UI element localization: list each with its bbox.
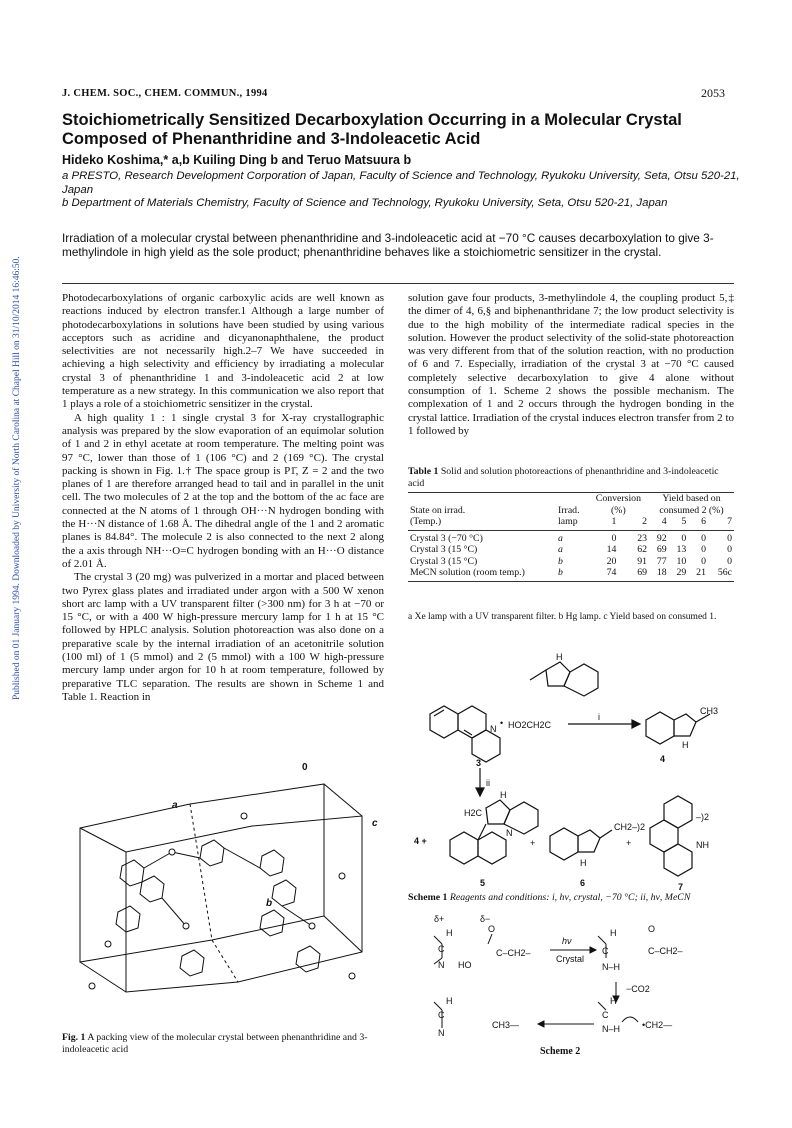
cell-v2: 69 bbox=[637, 567, 647, 578]
scheme2-label-h2: H bbox=[610, 928, 617, 938]
scheme2-label-c1: C bbox=[438, 944, 445, 954]
atom-circles bbox=[89, 813, 355, 989]
col-head-1: 1 bbox=[611, 516, 617, 527]
cell-v6: 0 bbox=[701, 544, 706, 555]
body-column-right bbox=[408, 292, 734, 438]
col-head-pct: (%) bbox=[611, 504, 626, 516]
scheme1-label-nh-top: H bbox=[556, 652, 563, 662]
cell-v2: 62 bbox=[637, 544, 647, 555]
cell-v4: 77 bbox=[656, 555, 667, 567]
scheme-1-caption-text: Reagents and conditions: i, hν, crystal, −70 °C; ii, hν, MeCN bbox=[449, 892, 691, 903]
scheme2-label-c4: C bbox=[602, 1010, 609, 1020]
scheme1-label-step-i: i bbox=[598, 712, 600, 722]
figure-1-caption bbox=[62, 1032, 387, 1055]
cell-v6: 0 bbox=[701, 555, 706, 567]
unit-cell-front bbox=[80, 784, 324, 962]
cell-v5: 10 bbox=[676, 555, 687, 567]
scheme2-label-h3: H bbox=[446, 996, 453, 1006]
scheme2-label-ch2r: C–CH2– bbox=[496, 948, 531, 958]
scheme1-label-ho2ch2c: HO2CH2C bbox=[508, 720, 552, 730]
cell-v5: 13 bbox=[676, 544, 687, 555]
page-number: 2053 bbox=[701, 86, 725, 100]
scheme2-label-n3: N bbox=[438, 1028, 445, 1038]
axis-label-origin: 0 bbox=[302, 762, 308, 773]
scheme1-label-nh7: NH bbox=[696, 840, 709, 850]
scheme-1-caption bbox=[408, 892, 738, 903]
cell-v6: 0 bbox=[701, 532, 706, 544]
cell-v1: 20 bbox=[606, 555, 617, 567]
scheme-1-caption-label: Scheme 1 bbox=[408, 892, 448, 903]
table-rule-bottom bbox=[408, 581, 734, 582]
scheme1-label-7: 7 bbox=[678, 882, 684, 892]
col-head-4: 4 bbox=[661, 516, 667, 527]
col-head-state: State on irrad. bbox=[410, 504, 466, 516]
scheme2-label-delta-plus: δ+ bbox=[434, 914, 445, 924]
axis-label-b: b bbox=[266, 898, 273, 909]
author-list: Hideko Koshima,* a,b Kuiling Ding b and Teruo Matsuura b bbox=[62, 153, 412, 167]
scheme2-label-co2: −CO2 bbox=[626, 984, 650, 994]
cell-lamp: a bbox=[558, 532, 563, 544]
table-caption bbox=[408, 466, 734, 490]
cell-lamp: a bbox=[558, 544, 563, 555]
table-footnotes: a Xe lamp with a UV transparent filter. b Hg lamp. c Yield based on consumed 1. bbox=[408, 612, 717, 622]
scheme2-label-ch2: •CH2— bbox=[642, 1020, 673, 1030]
scheme1-label-n: N bbox=[490, 724, 497, 734]
scheme1-label-n5: N bbox=[506, 828, 513, 838]
scheme1-label-4: 4 bbox=[660, 754, 666, 764]
cell-v7: 0 bbox=[727, 532, 732, 544]
paragraph-method: The crystal 3 (20 mg) was pulverized in a mortar and placed between two Pyrex glass plates and irradiated under argon with a 500 W xenon short arc lamp with a UV transparent filter (>300 nm) for 3 h at −70 or 15 °C, or with a 400 W high-pressure mercury lamp for 1 h at 15 °C followed by HPLC analysis. Solution photoreaction was also done on a preparative scale by the internal irradiation of an acetonitrile solution (100 ml) of 1 (5 mmol) and 2 (5 mmol) with a 100 W high-pressure mercury lamp under argon for 10 h at room temperature, followed by preparative TLC separation. The results are shown in Scheme 1 and Table 1. Reaction in bbox=[62, 571, 384, 703]
scheme1-label-3: 3 bbox=[476, 758, 482, 768]
cell-v1: 0 bbox=[611, 532, 617, 544]
cell-v5: 0 bbox=[681, 532, 687, 544]
col-head-irrad: Irrad. bbox=[558, 504, 580, 516]
cell-lamp: b bbox=[558, 555, 563, 567]
scheme1-label-plus-2: + bbox=[626, 838, 632, 848]
col-head-temp: (Temp.) bbox=[410, 516, 442, 527]
affiliation-b: b Department of Materials Chemistry, Faculty of Science and Technology, Ryukoku University, Seta, Otsu 520-21, Japan bbox=[62, 197, 668, 209]
cell-v7: 0 bbox=[727, 544, 732, 555]
download-stamp bbox=[0, 20, 22, 1020]
table-caption-text: Solid and solution photoreactions of phenanthridine and 3-indoleacetic acid bbox=[408, 466, 719, 489]
biphenanthridane-structure bbox=[650, 796, 692, 876]
results-table-grid bbox=[408, 493, 734, 579]
packed-molecules bbox=[116, 840, 320, 976]
download-stamp-text: Published on 01 January 1994. Downloaded by University of North Carolina at Chapel Hill on 31/10/2014 16:46:50. bbox=[12, 256, 22, 700]
scheme2-label-c3: C bbox=[438, 1010, 445, 1020]
cell-v4: 18 bbox=[656, 567, 667, 578]
scheme2-label-c2: C bbox=[602, 946, 609, 956]
figure-1-crystal-packing bbox=[62, 756, 387, 1026]
scheme1-label-plus-1: + bbox=[530, 838, 536, 848]
col-head-6: 6 bbox=[701, 516, 706, 527]
cell-lamp: b bbox=[558, 567, 563, 578]
cell-v5: 29 bbox=[676, 567, 687, 578]
scheme1-label-dots: • bbox=[500, 718, 504, 728]
scheme2-label-ho: HO bbox=[458, 960, 472, 970]
scheme2-label-nh: N–H bbox=[602, 962, 621, 972]
scheme1-label-h4: H bbox=[682, 740, 689, 750]
unit-cell-back bbox=[126, 816, 362, 992]
table-row bbox=[408, 533, 734, 545]
body-column-left bbox=[62, 292, 384, 704]
scheme2-label-ch3: CH3— bbox=[492, 1020, 520, 1030]
scheme-2-caption: Scheme 2 bbox=[540, 1046, 581, 1057]
scheme1-label-ch3: CH3 bbox=[700, 706, 719, 716]
cell-state: Crystal 3 (15 °C) bbox=[410, 555, 478, 567]
cell-v6: 21 bbox=[696, 567, 706, 578]
cell-v1: 74 bbox=[606, 567, 617, 578]
paragraph-results: solution gave four products, 3-methylindole 4, the coupling product 5,‡ the dimer of 4, 6,§ and biphenanthridane 7; the low product selectivity is due to the high mobility of the intermediate radical species in the solution. However the product selectivity of the solid-state photoreaction was very different from that of the solution reaction, with no production of 6 and 7. Especially, irradiation of the crystal 3 at −70 °C caused completely selective decarboxylation to give 4 alone without consumption of 1. Scheme 2 shows the possible mechanism. The complexation of 1 and 2 occurs through the hydrogen bonding in the crystal lattice. Irradiation of the crystal induces electron transfer from 2 to 1 followed by bbox=[408, 292, 734, 437]
cell-v4: 69 bbox=[656, 544, 667, 555]
col-head-consumed: consumed 2 (%) bbox=[659, 504, 724, 516]
scheme2-label-n4: N–H bbox=[602, 1024, 621, 1034]
paragraph-intro: Photodecarboxylations of organic carboxylic acids are well known as reactions induced by electron transfer.1 Although a large number of photodecarboxylations in solutions have been studied by using various acceptors such as acridine and dicyanonaphthalene, the product selectivities are not necessarily high.2–7 We have succeeded in achieving a high selectivity and efficiency by irradiating a molecular crystal 3 of phenanthridine 1 and 3-indoleacetic acid 2 at low temperature as a new strategy. In this communication we also report that 1 plays a role of a stoichiometric sensitizer in the crystal. bbox=[62, 292, 384, 411]
scheme2-label-h1: H bbox=[446, 928, 453, 938]
scheme1-label-ch2-2: CH2–)2 bbox=[614, 822, 646, 832]
results-table bbox=[408, 492, 734, 582]
affiliation-a: a PRESTO, Research Development Corporation of Japan, Faculty of Science and Technology, Ryukoku University, Seta, Otsu 520-21, Japan bbox=[62, 170, 740, 196]
figure-1-caption-text: A packing view of the molecular crystal between phenanthridine and 3-indoleacetic acid bbox=[62, 1032, 368, 1055]
scheme1-label-h5: H bbox=[500, 790, 507, 800]
scheme2-label-o2: O bbox=[648, 924, 656, 934]
cell-v7: 0 bbox=[727, 555, 732, 567]
cell-state: Crystal 3 (15 °C) bbox=[410, 544, 478, 555]
scheme2-label-o1: O bbox=[488, 924, 496, 934]
table-row bbox=[408, 544, 734, 556]
cell-state: MeCN solution (room temp.) bbox=[410, 567, 525, 578]
scheme2-label-delta-minus: δ− bbox=[480, 914, 491, 924]
col-head-5: 5 bbox=[681, 516, 687, 527]
cell-v1: 14 bbox=[606, 544, 617, 555]
scheme1-label-close2: –)2 bbox=[696, 812, 710, 822]
scheme2-label-crystal: Crystal bbox=[556, 954, 585, 964]
cell-v7: 56c bbox=[717, 567, 732, 578]
scheme2-label-n1: N bbox=[438, 960, 445, 970]
table-caption-label: Table 1 bbox=[408, 466, 439, 477]
col-head-lamp: lamp bbox=[558, 516, 578, 527]
abstract-divider bbox=[62, 283, 734, 284]
cell-state: Crystal 3 (−70 °C) bbox=[410, 532, 483, 544]
col-head-7: 7 bbox=[727, 516, 732, 527]
scheme1-label-h6: H bbox=[580, 858, 587, 868]
indoleacetic-acid-structure bbox=[530, 662, 598, 696]
table-row bbox=[408, 556, 734, 568]
col-head-conversion: Conversion bbox=[595, 493, 641, 504]
scheme2-label-h4: H bbox=[610, 996, 617, 1006]
scheme1-label-4-plus: 4 + bbox=[414, 836, 427, 846]
scheme2-label-hv: hν bbox=[562, 936, 572, 946]
phenanthridine-structure bbox=[430, 706, 500, 762]
col-head-2: 2 bbox=[642, 516, 647, 527]
cell-v4: 92 bbox=[656, 532, 667, 544]
scheme2-label-ch2r-2: C–CH2– bbox=[648, 946, 683, 956]
article-title: Stoichiometrically Sensitized Decarboxylation Occurring in a Molecular Crystal Composed of Phenanthridine and 3-Indoleacetic Acid bbox=[62, 111, 682, 148]
scheme1-label-5: 5 bbox=[480, 878, 486, 888]
dimer-product-structure bbox=[550, 828, 612, 860]
figure-1-caption-label: Fig. 1 bbox=[62, 1032, 86, 1043]
axis-label-a: a bbox=[172, 800, 178, 811]
scheme-1-diagram bbox=[414, 640, 740, 892]
scheme-2-diagram bbox=[412, 906, 732, 1051]
scheme1-label-h2c: H2C bbox=[464, 808, 483, 818]
abstract: Irradiation of a molecular crystal between phenanthridine and 3-indoleacetic acid at −70 °C causes decarboxylation to give 3-methylindole in high yield as the sole product; phenanthridine behaves like a stoichiometric sensitizer in the crystal. bbox=[62, 231, 714, 259]
cell-v2: 91 bbox=[637, 555, 647, 567]
col-head-yield: Yield based on bbox=[662, 493, 721, 504]
scheme1-label-step-ii: ii bbox=[486, 778, 490, 788]
cell-v2: 23 bbox=[637, 532, 647, 544]
affiliations bbox=[62, 170, 742, 211]
table-row bbox=[408, 567, 734, 579]
axis-label-c: c bbox=[372, 818, 378, 829]
scheme1-label-6: 6 bbox=[580, 878, 586, 888]
journal-header: J. CHEM. SOC., CHEM. COMMUN., 1994 bbox=[62, 88, 268, 99]
paragraph-crystal: A high quality 1 : 1 single crystal 3 for X-ray crystallographic analysis was prepared by the slow evaporation of an equimolar solution of 1 and 2 in ethyl acetate at room temperature. The melting point was 97 °C, lower than those of 1 (106 °C) and 2 (169 °C). The crystal packing is shown in Fig. 1.† The space group is P1̄, Z = 2 and the two planes of 1 are therefore arranged head to tail and in parallel in the unit cell. The two molecules of 2 at the top and the bottom of the ac face are connected at the N atoms of 1 through OH···N hydrogen bonding with the H···N distance of 1.68 Å. The dihedral angle of the 1 and 2 aromatic planes is 84.84°. The molecule 2 is also connected to the next 2 along the a axis through NH···O=C hydrogen bonding with an H···O distance of 2.01 Å. bbox=[62, 411, 384, 570]
methylindole-structure bbox=[646, 712, 710, 744]
